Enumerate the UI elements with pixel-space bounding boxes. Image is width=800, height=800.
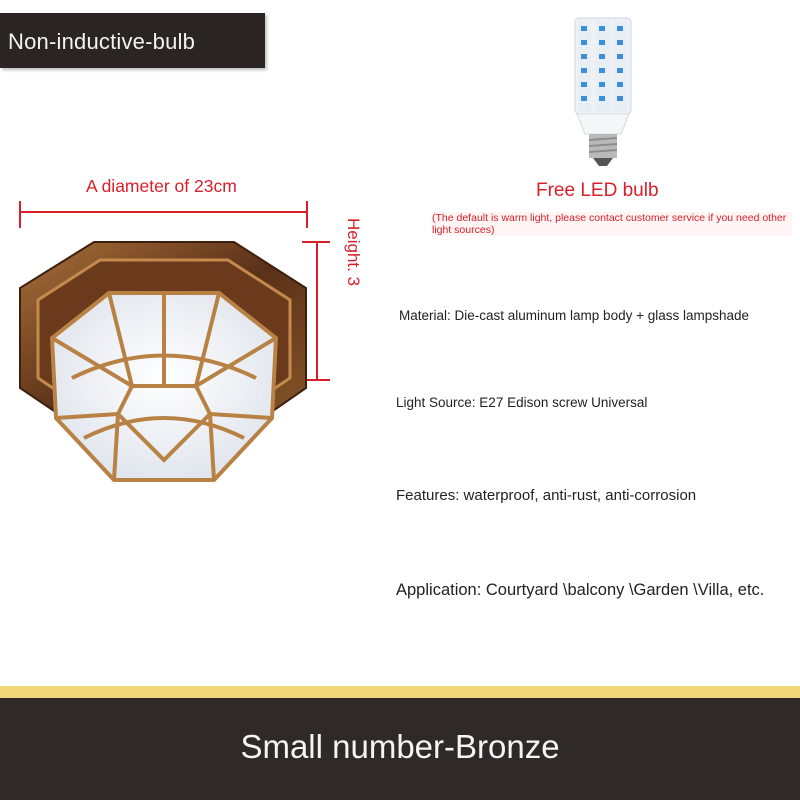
ceiling-lamp-image [14, 238, 314, 490]
model-name: Small number-Bronze [240, 728, 560, 765]
bulb-type-label: Non-inductive-bulb [8, 29, 196, 54]
application-spec: Application: Courtyard \balcony \Garden \Villa, etc. [396, 581, 765, 599]
height-label: Height. 3 [344, 218, 363, 287]
free-led-bulb-label: Free LED bulb [536, 180, 659, 201]
material-spec: Material: Die-cast aluminum lamp body + glass lampshade [399, 308, 750, 323]
light-color-note: (The default is warm light, please contact customer service if you need other light sources) [432, 212, 792, 236]
features-spec: Features: waterproof, anti-rust, anti-corrosion [396, 487, 697, 504]
model-banner [0, 698, 800, 800]
light-source-spec: Light Source: E27 Edison screw Universal [396, 395, 648, 410]
banner-stripe [0, 686, 800, 698]
diameter-label: A diameter of 23cm [86, 176, 237, 196]
